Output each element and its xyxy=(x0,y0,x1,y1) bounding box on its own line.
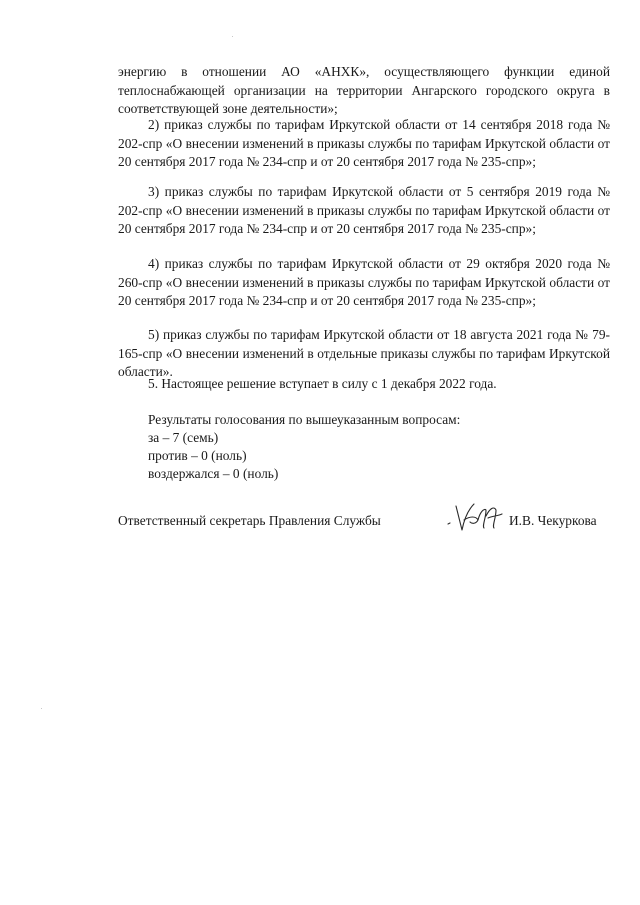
voting-for: за – 7 (семь) xyxy=(148,430,219,445)
voting-results-title: Результаты голосования по вышеуказанным вопросам: xyxy=(148,412,461,427)
paragraph-point-5: 5. Настоящее решение вступает в силу с 1 декабря 2022 года. xyxy=(148,376,497,391)
handwritten-signature xyxy=(444,498,504,538)
scan-speck xyxy=(41,708,42,709)
paragraph-item-5: 5) приказ службы по тарифам Иркутской области от 18 августа 2021 года № 79-165-спр «О внесении изменений в отдельные приказы службы по тарифам Иркутской области». xyxy=(118,327,610,379)
voting-abstained: воздержался – 0 (ноль) xyxy=(148,466,279,481)
paragraph-item-3: 3) приказ службы по тарифам Иркутской области от 5 сентября 2019 года № 202-спр «О внесении изменений в приказы службы по тарифам Иркутской области от 20 сентября 2017 года № 234-спр и от 20 сентября 2017 года № 235-спр»; xyxy=(118,184,610,236)
scan-speck xyxy=(232,36,233,37)
signatory-role: Ответственный секретарь Правления Службы xyxy=(118,513,381,528)
signatory-name: И.В. Чекуркова xyxy=(509,513,597,528)
paragraph-item-2: 2) приказ службы по тарифам Иркутской области от 14 сентября 2018 года № 202-спр «О внесении изменений в приказы службы по тарифам Иркутской области от 20 сентября 2017 года № 234-спр и от 20 сентября 2017 года № 235-спр»; xyxy=(118,117,610,169)
paragraph-item-4: 4) приказ службы по тарифам Иркутской области от 29 октября 2020 года № 260-спр «О внесении изменений в приказы службы по тарифам Иркутской области от 20 сентября 2017 года № 234-спр и от 20 сентября 2017 года № 235-спр»; xyxy=(118,256,610,308)
paragraph-continuation: энергию в отношении АО «АНХК», осуществляющего функции единой теплоснабжающей организации на территории Ангарского городского округа в соответствующей зоне деятельности»; xyxy=(118,64,610,116)
voting-against: против – 0 (ноль) xyxy=(148,448,247,463)
